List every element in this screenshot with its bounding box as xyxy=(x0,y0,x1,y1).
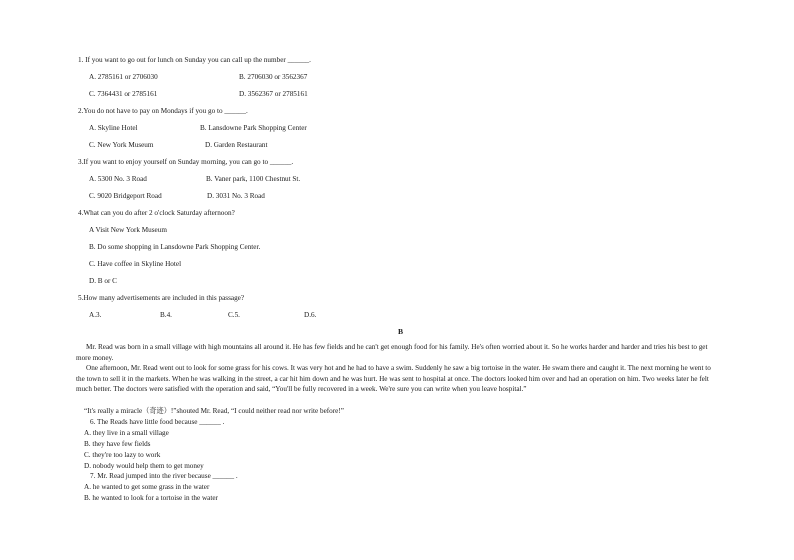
passage-paragraph-2: One afternoon, Mr. Read went out to look for some grass for his cows. It was very hot and he had to have a swim. Suddenly he saw a big tortoise in the water. He swam there and caught it. The next morning he went to the town to sell it in the markets. When he was walking in the street, a car hit him down and he was hurt. He was sent to hospital at once. The doctors looked him over and had an operation on him. Two weeks later he felt much better. The doctors were satisfied with the operation and said, “You'll be fully recovered in a week. We're sure you can write when you leave hospital.” xyxy=(76,364,711,394)
question-4-stem: 4.What can you do after 2 o'clock Saturday afternoon? xyxy=(78,209,235,217)
question-2-option-a: A. Skyline Hotel xyxy=(89,124,138,132)
question-6-option-a: A. they live in a small village xyxy=(84,429,169,437)
question-4-option-d: D. B or C xyxy=(89,277,117,285)
question-2-option-b: B. Lansdowne Park Shopping Center xyxy=(200,124,307,132)
question-6-stem: 6. The Reads have little food because ______ . xyxy=(90,418,225,426)
question-7-option-a: A. he wanted to get some grass in the water xyxy=(84,483,210,491)
question-2-option-c: C. New York Museum xyxy=(89,141,154,149)
question-3-stem: 3.If you want to enjoy yourself on Sunday morning, you can go to ______. xyxy=(78,158,294,166)
question-1-option-c: C. 7364431 or 2785161 xyxy=(89,90,158,98)
question-5-option-a: A.3. xyxy=(89,311,102,319)
question-2-stem: 2.You do not have to pay on Mondays if you go to ______. xyxy=(78,107,248,115)
question-4-option-b: B. Do some shopping in Lansdowne Park Shopping Center. xyxy=(89,243,261,251)
question-7-stem: 7. Mr. Read jumped into the river because ______ . xyxy=(90,472,238,480)
question-5-stem: 5.How many advertisements are included in this passage? xyxy=(78,294,245,302)
section-heading-b: B xyxy=(398,327,404,336)
question-6-option-b: B. they have few fields xyxy=(84,440,151,448)
passage-paragraph-1: Mr. Read was born in a small village with high mountains all around it. He has few fields and he can't get enough food for his family. He's often worried about it. So he works harder and harder and tries his best to get more money. xyxy=(76,343,708,362)
question-5-option-c: C.5. xyxy=(228,311,240,319)
question-5-option-d: D.6. xyxy=(304,311,317,319)
question-6-option-d: D. nobody would help them to get money xyxy=(84,462,204,470)
question-3-option-d: D. 3031 No. 3 Road xyxy=(207,192,265,200)
question-6-option-c: C. they're too lazy to work xyxy=(84,451,161,459)
question-5-option-b: B.4. xyxy=(160,311,172,319)
question-4-option-c: C. Have coffee in Skyline Hotel xyxy=(89,260,182,268)
question-2-option-d: D. Garden Restaurant xyxy=(205,141,268,149)
question-3-option-c: C. 9020 Bridgeport Road xyxy=(89,192,162,200)
question-1-stem: 1. If you want to go out for lunch on Sunday you can call up the number ______. xyxy=(78,56,311,64)
passage-quote: “It's really a miracle（奇迹）!”shouted Mr. Read, “I could neither read nor write before!” xyxy=(84,407,344,415)
question-4-option-a: A Visit New York Museum xyxy=(89,226,167,234)
question-7-option-b: B. he wanted to look for a tortoise in the water xyxy=(84,494,218,502)
question-1-option-b: B. 2706030 or 3562367 xyxy=(239,73,308,81)
question-3-option-a: A. 5300 No. 3 Road xyxy=(89,175,147,183)
question-1-option-a: A. 2785161 or 2706030 xyxy=(89,73,158,81)
question-3-option-b: B. Vaner park, 1100 Chestnut St. xyxy=(206,175,301,183)
question-1-option-d: D. 3562367 or 2785161 xyxy=(239,90,308,98)
